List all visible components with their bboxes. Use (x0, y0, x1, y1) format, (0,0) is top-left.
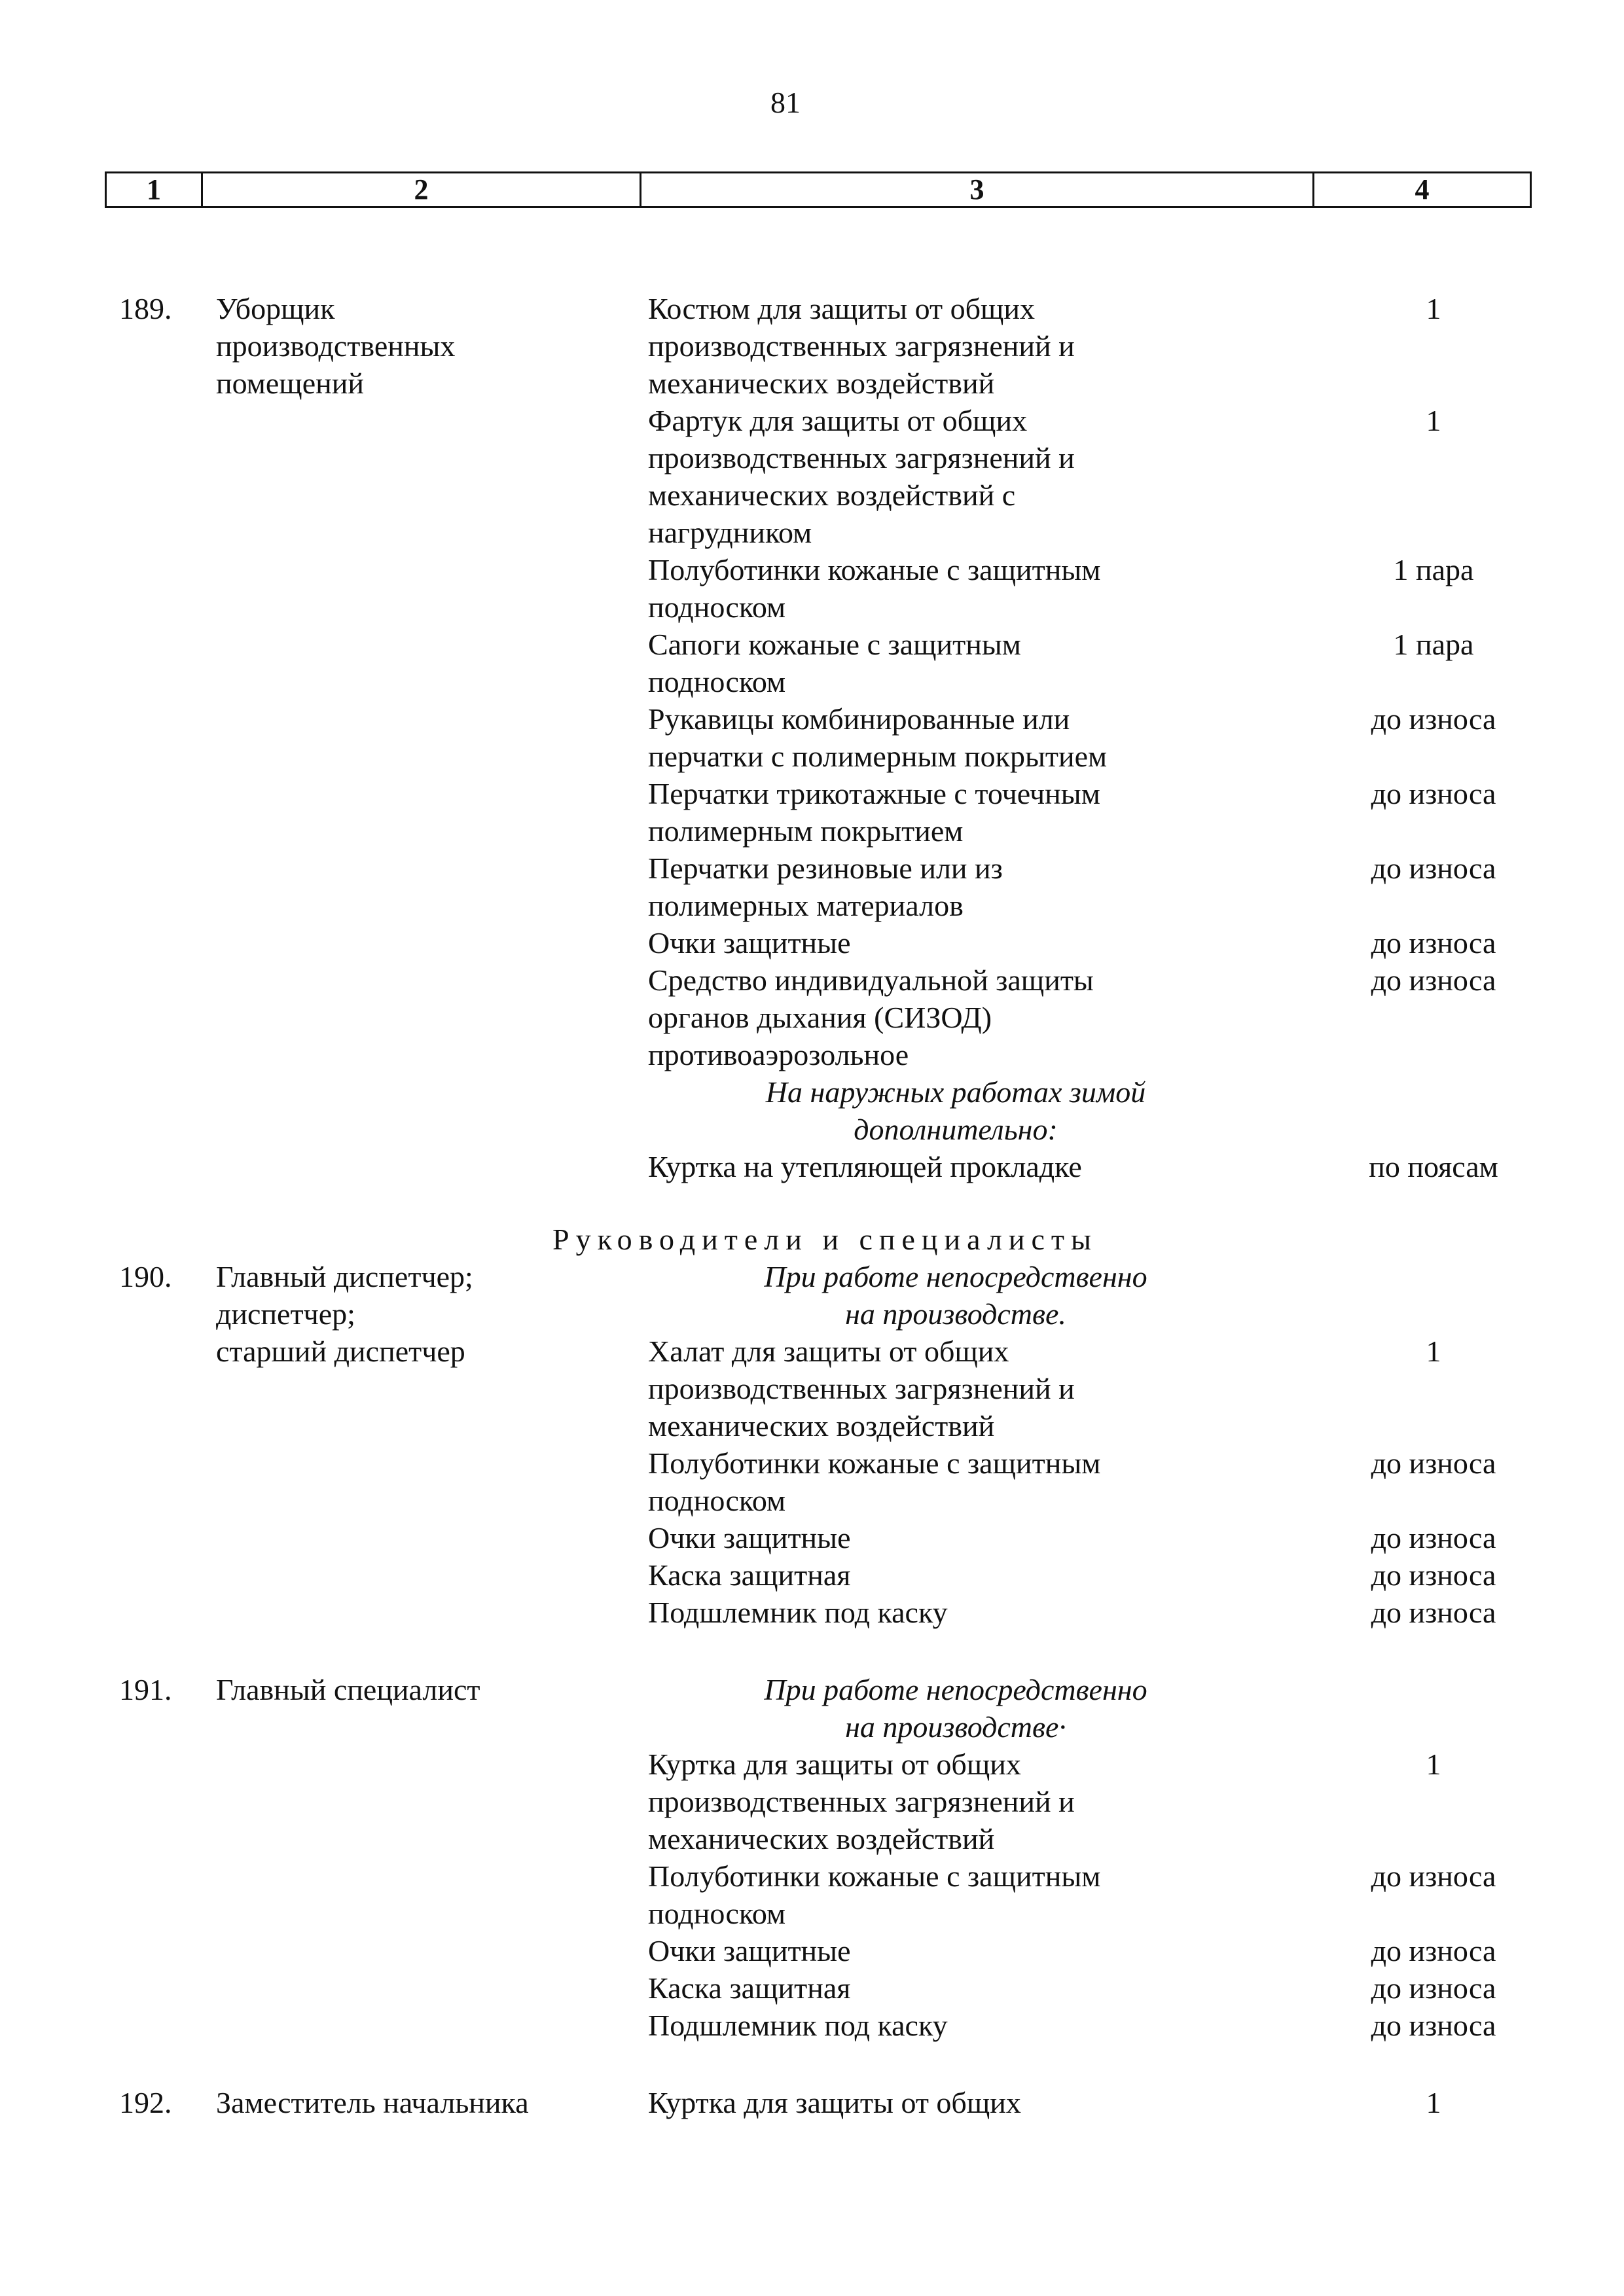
item-line: полимерным покрытием (648, 814, 964, 848)
item-line: Очки защитные (648, 926, 851, 960)
item-line: Каска защитная (648, 1971, 851, 2005)
item-quantity: по поясам (1369, 1150, 1498, 1183)
equipment-item (648, 924, 1496, 961)
equipment-item (648, 1444, 1496, 1519)
condition-note (674, 1258, 1237, 1333)
condition-note (674, 1073, 1237, 1148)
equipment-item (648, 1519, 1496, 1556)
equipment-item (648, 850, 1496, 924)
item-line: Перчатки трикотажные с точечным (648, 777, 1100, 810)
header-col-2: 2 (203, 173, 641, 206)
item-line: Сапоги кожаные с защитным (648, 628, 1021, 661)
item-line: подноском (648, 665, 786, 698)
item-line: Куртка на утепляющей прокладке (648, 1150, 1082, 1183)
item-line: органов дыхания (СИЗОД) (648, 1001, 992, 1034)
position-line: старший диспетчер (216, 1335, 465, 1368)
item-line: подноском (648, 590, 786, 624)
item-line: механических воздействий с (648, 478, 1016, 512)
item-line: Средство индивидуальной защиты (648, 963, 1094, 997)
position-name (216, 1671, 635, 1708)
item-quantity: до износа (1371, 1558, 1496, 1592)
row-number: 189. (119, 292, 172, 325)
item-line: Перчатки резиновые или из (648, 852, 1003, 885)
item-line: производственных загрязнений и (648, 441, 1075, 475)
item-line: Костюм для защиты от общих (648, 292, 1036, 325)
item-line: производственных загрязнений и (648, 1372, 1075, 1405)
item-line: Подшлемник под каску (648, 1596, 948, 1629)
item-line: противоаэрозольное (648, 1038, 909, 1071)
equipment-item (648, 1932, 1496, 1969)
row-number: 191. (119, 1673, 172, 1706)
item-line: Рукавицы комбинированные или (648, 702, 1070, 736)
item-quantity: до износа (1371, 926, 1496, 960)
item-quantity: до износа (1371, 777, 1496, 810)
item-quantity: до износа (1371, 2009, 1496, 2042)
item-line: Каска защитная (648, 1558, 851, 1592)
note-line: При работе непосредственно (764, 1260, 1147, 1293)
equipment-item (648, 1333, 1441, 1444)
item-line: Полуботинки кожаные с защитным (648, 1859, 1101, 1893)
position-name (216, 2084, 635, 2121)
item-line: производственных загрязнений и (648, 329, 1075, 363)
item-quantity: до износа (1371, 852, 1496, 885)
position-line: Заместитель начальника (216, 2086, 529, 2119)
condition-note (674, 1671, 1237, 1746)
item-quantity: до износа (1371, 1934, 1496, 1967)
item-line: Полуботинки кожаные с защитным (648, 553, 1101, 586)
item-quantity: до износа (1371, 702, 1496, 736)
item-line: механических воздействий (648, 1409, 995, 1443)
item-line: нагрудником (648, 516, 812, 549)
item-line: подноском (648, 1897, 786, 1930)
equipment-list (648, 1671, 1496, 2044)
equipment-item (648, 1746, 1441, 1857)
note-line: На наружных работах зимой (765, 1075, 1146, 1109)
equipment-item (648, 290, 1441, 402)
equipment-list (648, 1258, 1496, 1631)
item-line: Подшлемник под каску (648, 2009, 948, 2042)
equipment-item (648, 961, 1496, 1073)
equipment-item (648, 1857, 1496, 1932)
item-quantity: 1 (1426, 1748, 1441, 1781)
note-line: дополнительно: (854, 1113, 1058, 1146)
item-quantity: до износа (1371, 1596, 1496, 1629)
item-line: Фартук для защиты от общих (648, 404, 1028, 437)
item-line: Куртка для защиты от общих (648, 1748, 1021, 1781)
position-line: Главный специалист (216, 1673, 480, 1706)
equipment-item (648, 1969, 1496, 2007)
note-line: на производстве. (845, 1297, 1066, 1331)
item-quantity: до износа (1371, 1971, 1496, 2005)
item-quantity: до износа (1371, 963, 1496, 997)
equipment-item (648, 700, 1496, 775)
position-line: Главный диспетчер; (216, 1260, 473, 1293)
equipment-item (648, 1148, 1498, 1185)
item-quantity: 1 (1426, 2086, 1441, 2119)
item-quantity: 1 пара (1393, 553, 1474, 586)
table-header (105, 171, 1532, 208)
equipment-item (648, 551, 1474, 626)
equipment-list (648, 2084, 1441, 2121)
item-quantity: 1 пара (1393, 628, 1474, 661)
note-line: на производстве· (845, 1710, 1066, 1744)
position-line: производственных (216, 329, 456, 363)
position-line: помещений (216, 367, 364, 400)
equipment-item (648, 2007, 1496, 2044)
item-line: Полуботинки кожаные с защитным (648, 1446, 1101, 1480)
page-number: 81 (770, 86, 801, 119)
item-quantity: 1 (1426, 1335, 1441, 1368)
item-line: перчатки с полимерным покрытием (648, 740, 1108, 773)
item-quantity: 1 (1426, 404, 1441, 437)
item-line: Куртка для защиты от общих (648, 2086, 1021, 2119)
equipment-item (648, 1594, 1496, 1631)
item-quantity: 1 (1426, 292, 1441, 325)
item-line: механических воздействий (648, 367, 995, 400)
position-line: Уборщик (216, 292, 335, 325)
position-line: диспетчер; (216, 1297, 355, 1331)
equipment-item (648, 2084, 1441, 2121)
item-line: полимерных материалов (648, 889, 964, 922)
equipment-list (648, 290, 1498, 1185)
equipment-item (648, 775, 1496, 850)
item-line: Очки защитные (648, 1934, 851, 1967)
row-number: 192. (119, 2086, 172, 2119)
section-title: Руководители и специалисты (552, 1223, 1098, 1256)
header-col-3: 3 (641, 173, 1314, 206)
header-col-1: 1 (107, 173, 203, 206)
item-line: производственных загрязнений и (648, 1785, 1075, 1818)
position-name (216, 1258, 635, 1370)
equipment-item (648, 626, 1474, 700)
position-name (216, 290, 635, 402)
note-line: При работе непосредственно (764, 1673, 1147, 1706)
item-line: подноском (648, 1484, 786, 1517)
item-line: механических воздействий (648, 1822, 995, 1856)
equipment-item (648, 402, 1441, 551)
item-line: Очки защитные (648, 1521, 851, 1554)
item-line: Халат для защиты от общих (648, 1335, 1009, 1368)
header-col-4: 4 (1415, 173, 1430, 206)
item-quantity: до износа (1371, 1446, 1496, 1480)
equipment-item (648, 1556, 1496, 1594)
row-number: 190. (119, 1260, 172, 1293)
item-quantity: до износа (1371, 1859, 1496, 1893)
item-quantity: до износа (1371, 1521, 1496, 1554)
